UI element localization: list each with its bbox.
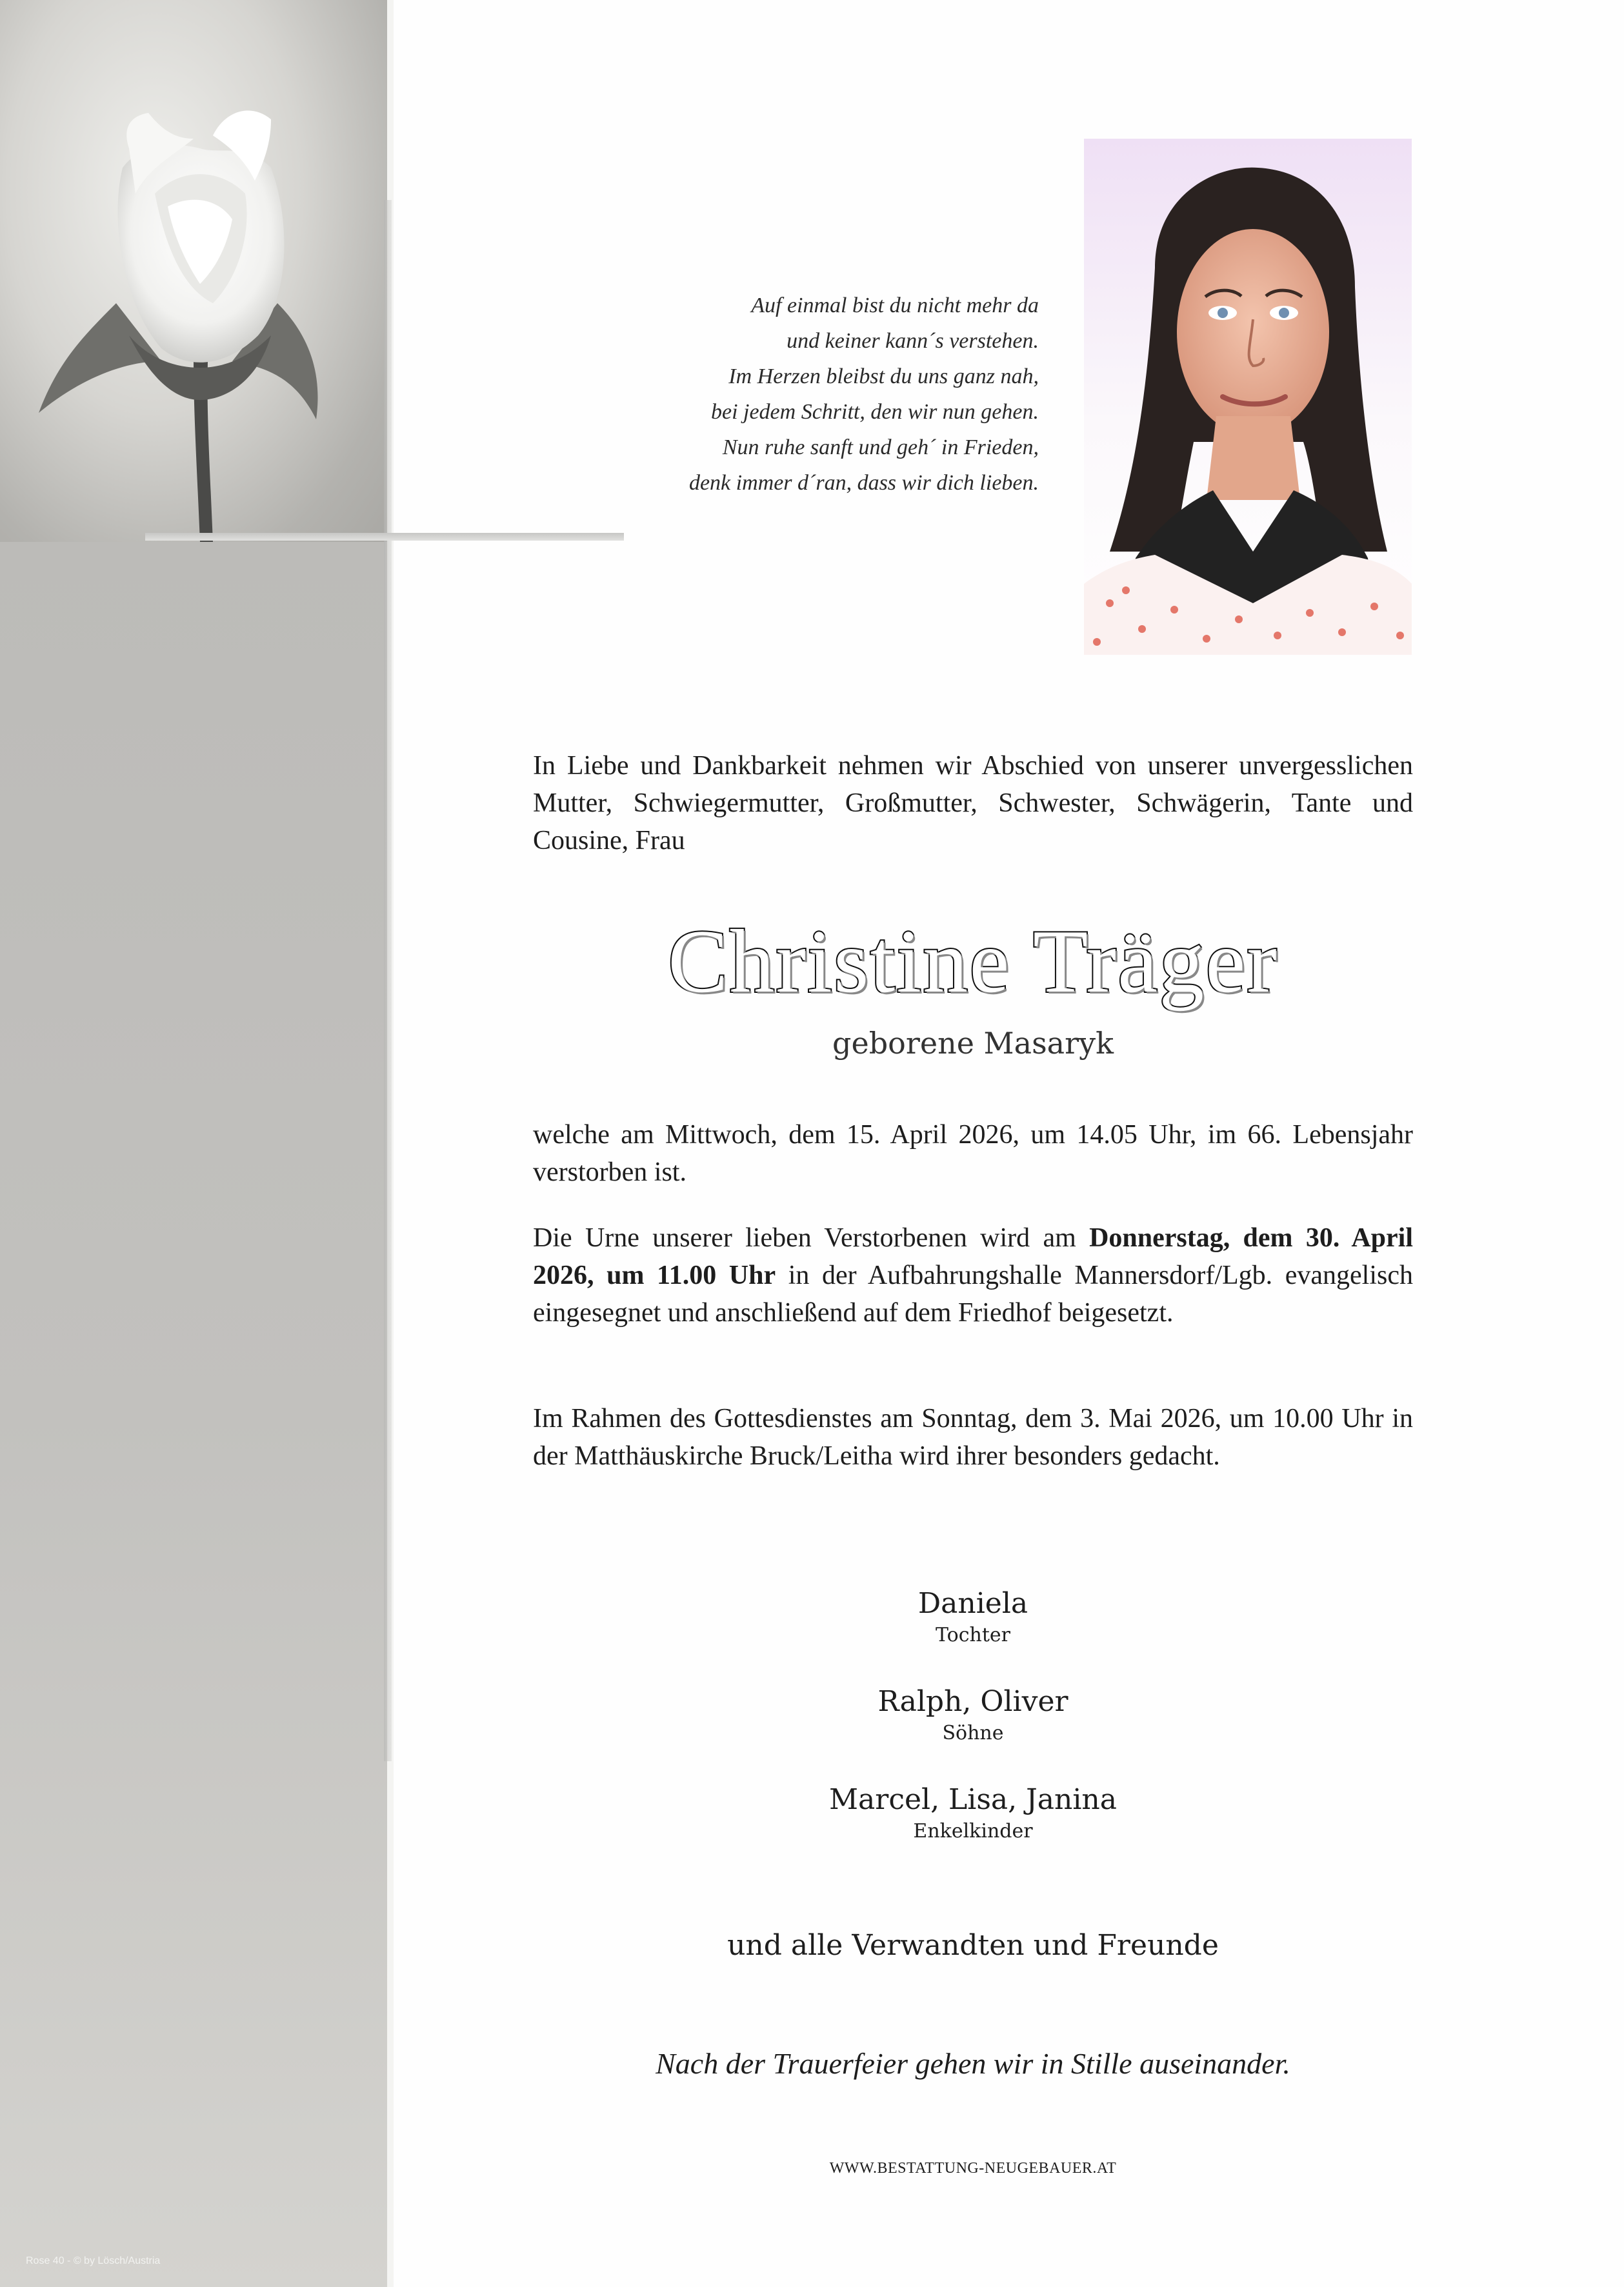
mourner-names: Marcel, Lisa, Janina — [829, 1783, 1117, 1816]
deceased-name: Christine Träger — [668, 912, 1278, 1012]
grey-panel — [0, 542, 387, 2287]
white-rose-icon — [0, 0, 387, 542]
poem-line: denk immer d´ran, dass wir dich lieben. — [688, 471, 1039, 495]
mourner-group — [533, 1685, 1413, 1744]
poem — [555, 288, 1039, 501]
death-notice: welche am Mittwoch, dem 15. April 2026, um 14.05 Uhr, im 66. Lebensjahr verstorben ist. — [533, 1120, 1413, 1187]
mourner-relation: Enkelkinder — [913, 1820, 1033, 1843]
poem-line: Nun ruhe sanft und geh´ in Frieden, — [722, 435, 1039, 459]
cross-vertical-bar — [384, 200, 392, 1761]
image-credit: Rose 40 - © by Lösch/Austria — [26, 2255, 161, 2266]
relatives-line: und alle Verwandten und Freunde — [727, 1929, 1219, 1962]
urn-date: Donnerstag, dem 30. April 2026, um 11.00 Uhr — [533, 1223, 1414, 1290]
urn-text: in der Aufbahrungshalle Mannersdorf/Lgb. evangelisch eingesegnet und anschließend auf dem Friedhof beigesetzt. — [533, 1261, 1413, 1328]
poem-line: Im Herzen bleibst du uns ganz nah, — [728, 365, 1039, 388]
website-link[interactable]: WWW.BESTATTUNG-NEUGEBAUER.AT — [829, 2160, 1117, 2177]
urn-text: Die Urne unserer lieben Verstorbenen wird am — [533, 1223, 1090, 1253]
cross-horizontal-bar — [145, 533, 624, 541]
rose-panel — [0, 0, 387, 542]
poem-line: und keiner kann´s verstehen. — [787, 329, 1039, 353]
poem-line: Auf einmal bist du nicht mehr da — [751, 294, 1039, 317]
intro-text: In Liebe und Dankbarkeit nehmen wir Abschied von unserer unvergesslichen Mutter, Schwiegermutter, Großmutter, Schwester, Schwägerin, Tante und Cousine, Frau — [533, 751, 1413, 855]
portrait-photo — [1084, 139, 1412, 655]
mourner-names: Ralph, Oliver — [877, 1685, 1068, 1718]
service-notice: Im Rahmen des Gottesdienstes am Sonntag, dem 3. Mai 2026, um 10.00 Uhr in der Matthäuskirche Bruck/Leitha wird ihrer besonders gedacht. — [533, 1404, 1413, 1471]
maiden-name: geborene Masaryk — [832, 1026, 1114, 1061]
portrait-icon — [1084, 139, 1412, 655]
poem-line: bei jedem Schritt, den wir nun gehen. — [710, 400, 1039, 424]
mourner-group — [533, 1783, 1413, 1843]
urn-notice — [533, 1219, 1413, 1332]
mourner-names: Daniela — [917, 1587, 1028, 1620]
closing-line: Nach der Trauerfeier gehen wir in Stille auseinander. — [656, 2047, 1290, 2080]
mourner-relation: Tochter — [935, 1624, 1010, 1646]
mourner-relation: Söhne — [942, 1722, 1004, 1744]
mourner-group — [533, 1587, 1413, 1646]
